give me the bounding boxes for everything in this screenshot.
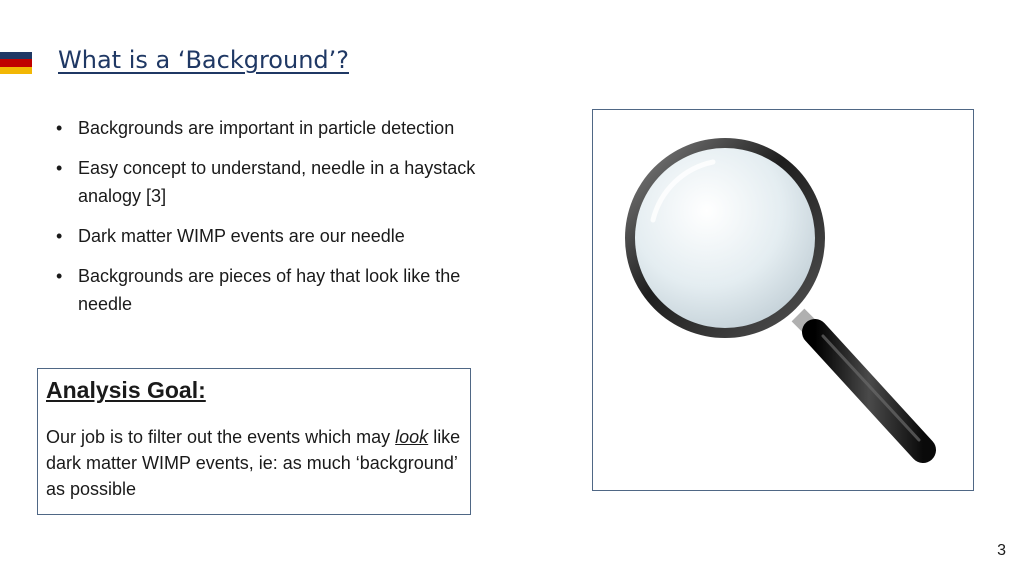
page-number: 3 [997, 542, 1006, 559]
analysis-goal-heading: Analysis Goal: [46, 377, 206, 403]
bullet-item: • Backgrounds are important in particle detection [56, 114, 496, 142]
magnifying-glass-icon [593, 110, 973, 490]
handle [798, 315, 923, 450]
bullet-list [56, 114, 496, 330]
image-frame [592, 109, 974, 491]
bullet-item: • Dark matter WIMP events are our needle [56, 222, 496, 250]
goal-text-emphasis: look [395, 427, 429, 447]
flag-stripe-yellow [0, 67, 32, 74]
slide-title: What is a ‘Background’? [58, 46, 349, 74]
goal-text-end: like dark matter WIMP events, ie: as much ‘background’ as possible [46, 427, 461, 499]
flag-stripe-blue [0, 52, 32, 59]
bullet-item: • Easy concept to understand, needle in a haystack analogy [3] [56, 154, 496, 210]
flag-stripe-red [0, 59, 32, 66]
bullet-item: • Backgrounds are pieces of hay that look like the needle [56, 262, 496, 318]
analysis-goal-text [46, 424, 462, 502]
flag-logo [0, 52, 32, 74]
goal-text-start: Our job is to filter out the events which may [46, 427, 396, 447]
lens-glass [635, 148, 815, 328]
analysis-goal-box [37, 368, 471, 515]
